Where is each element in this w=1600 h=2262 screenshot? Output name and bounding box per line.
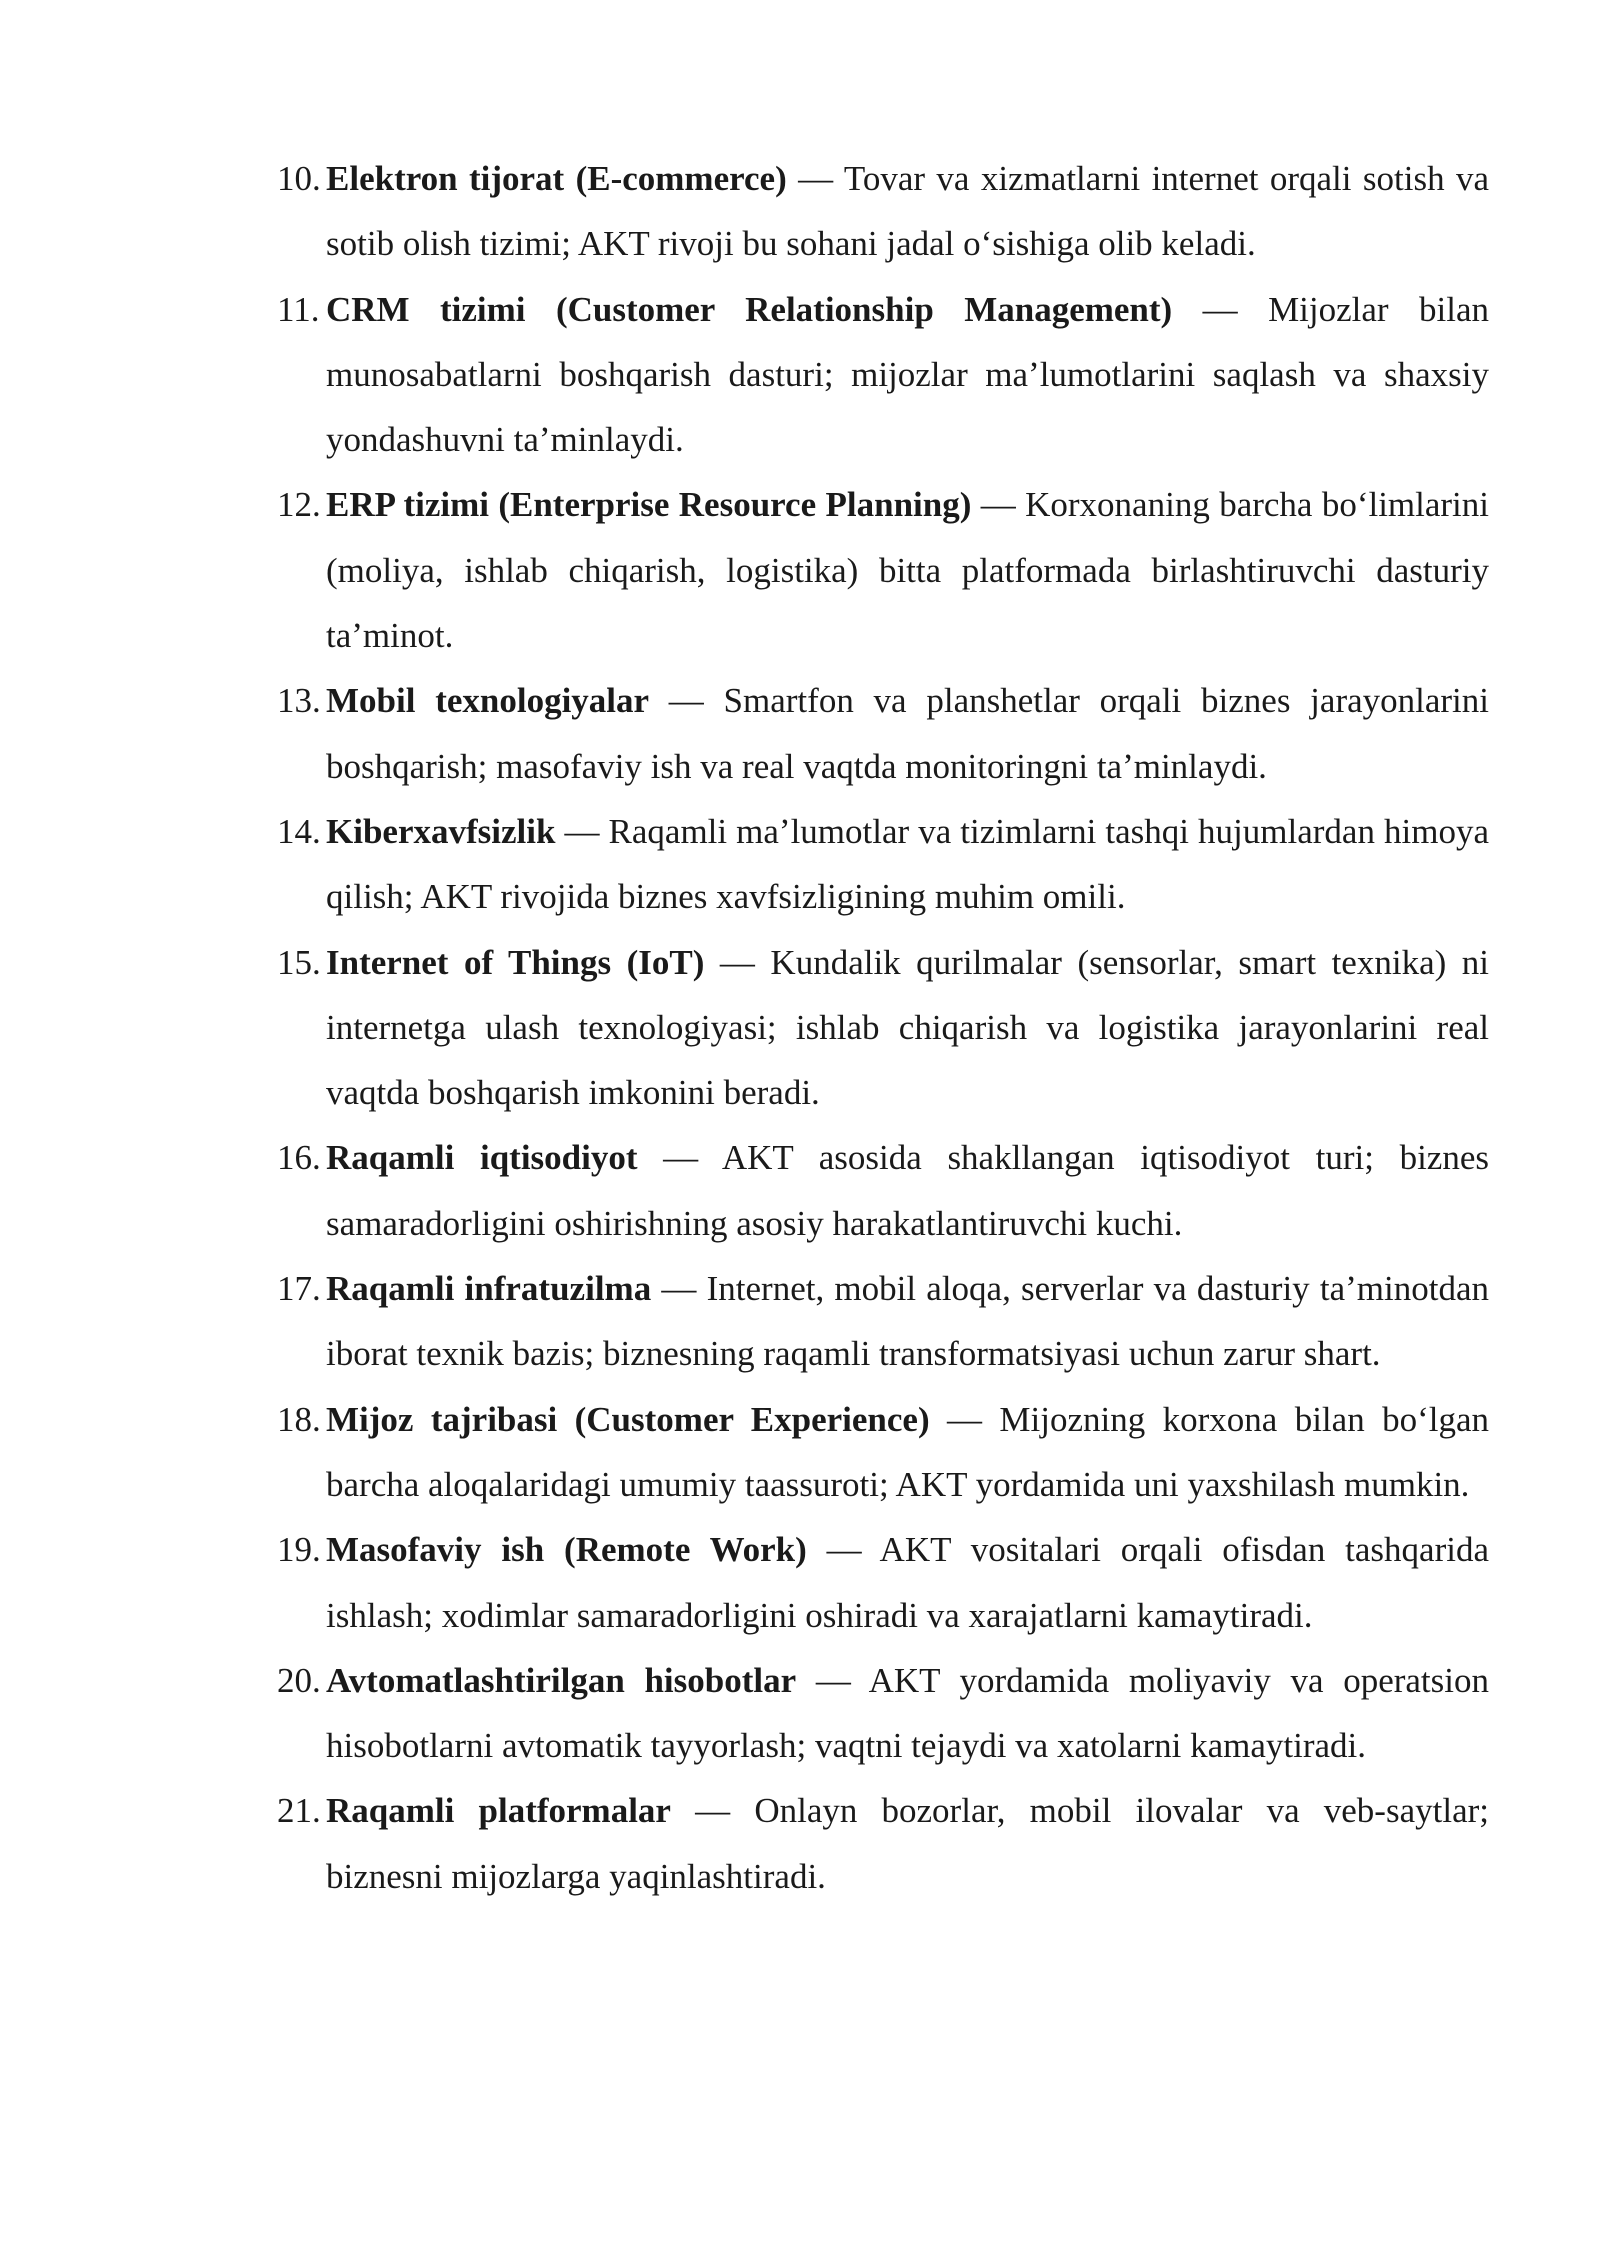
term-name: Masofaviy ish (Remote Work) [326, 1530, 807, 1570]
list-item [277, 146, 1489, 277]
item-number: 11. [277, 289, 320, 329]
item-number: 16. [277, 1138, 321, 1178]
term-definition: — Smartfon va planshetlar orqali biznes jarayonlarini boshqarish; masofaviy ish va real vaqtda monitoringni taʼminlaydi. [326, 681, 1489, 786]
list-item [277, 472, 1489, 668]
term-list [277, 146, 1489, 1909]
item-number: 17. [277, 1269, 321, 1309]
item-number: 21. [277, 1791, 321, 1831]
term-name: Raqamli infratuzilma [326, 1269, 652, 1309]
item-number: 14. [277, 811, 321, 851]
term-name: Raqamli platformalar [326, 1791, 671, 1831]
item-number: 12. [277, 485, 321, 525]
list-item [277, 1778, 1489, 1909]
list-item [277, 1387, 1489, 1518]
item-number: 13. [277, 681, 321, 721]
item-number: 20. [277, 1660, 321, 1700]
term-name: CRM tizimi (Customer Relationship Management) [326, 289, 1173, 329]
list-item [277, 799, 1489, 930]
term-definition: — Mijozning korxona bilan boʻlgan barcha aloqalaridagi umumiy taassuroti; AKT yordamida uni yaxshilash mumkin. [326, 1399, 1489, 1504]
item-number: 10. [277, 159, 321, 198]
term-definition: — Onlayn bozorlar, mobil ilovalar va veb-saytlar; biznesni mijozlarga yaqinlashtiradi. [326, 1791, 1489, 1896]
term-definition: — Mijozlar bilan munosabatlarni boshqarish dasturi; mijozlar maʼlumotlarini saqlash va shaxsiy yondashuvni taʼminlaydi. [326, 289, 1489, 460]
list-item [277, 1125, 1489, 1256]
item-number: 18. [277, 1399, 321, 1439]
list-item [277, 930, 1489, 1126]
term-definition: — Raqamli maʼlumotlar va tizimlarni tashqi hujumlardan himoya qilish; AKT rivojida biznes xavfsizligining muhim omili. [326, 811, 1489, 917]
term-definition: — AKT asosida shakllangan iqtisodiyot turi; biznes samaradorligini oshirishning asosiy harakatlantiruvchi kuchi. [326, 1138, 1489, 1243]
term-definition: — Kundalik qurilmalar (sensorlar, smart texnika) ni internetga ulash texnologiyasi; ishlab chiqarish va logistika jarayonlarini real vaqtda boshqarish imkonini beradi. [326, 942, 1489, 1113]
term-definition: — AKT yordamida moliyaviy va operatsion hisobotlarni avtomatik tayyorlash; vaqtni tejaydi va xatolarni kamaytiradi. [326, 1660, 1489, 1766]
list-item [277, 1648, 1489, 1779]
list-item [277, 1256, 1489, 1387]
item-number: 19. [277, 1530, 321, 1570]
term-name: Avtomatlashtirilgan hisobotlar [326, 1660, 797, 1700]
term-name: Elektron tijorat (E-commerce) [326, 159, 787, 198]
list-item [277, 277, 1489, 473]
term-name: Kiberxavfsizlik [326, 811, 556, 851]
term-definition: — Tovar va xizmatlarni internet orqali sotish va sotib olish tizimi; AKT rivoji bu sohani jadal oʻsishiga olib keladi. [326, 159, 1489, 264]
term-name: Mobil texnologiyalar [326, 681, 650, 721]
list-item [277, 1517, 1489, 1648]
term-definition: — AKT vositalari orqali ofisdan tashqarida ishlash; xodimlar samaradorligini oshiradi va xarajatlarni kamaytiradi. [326, 1530, 1489, 1635]
item-number: 15. [277, 942, 321, 982]
term-name: Mijoz tajribasi (Customer Experience) [326, 1399, 930, 1439]
term-name: Internet of Things (IoT) [326, 942, 705, 982]
term-name: Raqamli iqtisodiyot [326, 1138, 638, 1178]
term-definition: — Korxonaning barcha boʻlimlarini (moliya, ishlab chiqarish, logistika) bitta platformada birlashtiruvchi dasturiy taʼminot. [326, 485, 1490, 656]
list-item [277, 668, 1489, 799]
term-definition: — Internet, mobil aloqa, serverlar va dasturiy taʼminotdan iborat texnik bazis; biznesning raqamli transformatsiyasi uchun zarur shart. [326, 1269, 1490, 1374]
term-name: ERP tizimi (Enterprise Resource Planning) [326, 485, 972, 525]
